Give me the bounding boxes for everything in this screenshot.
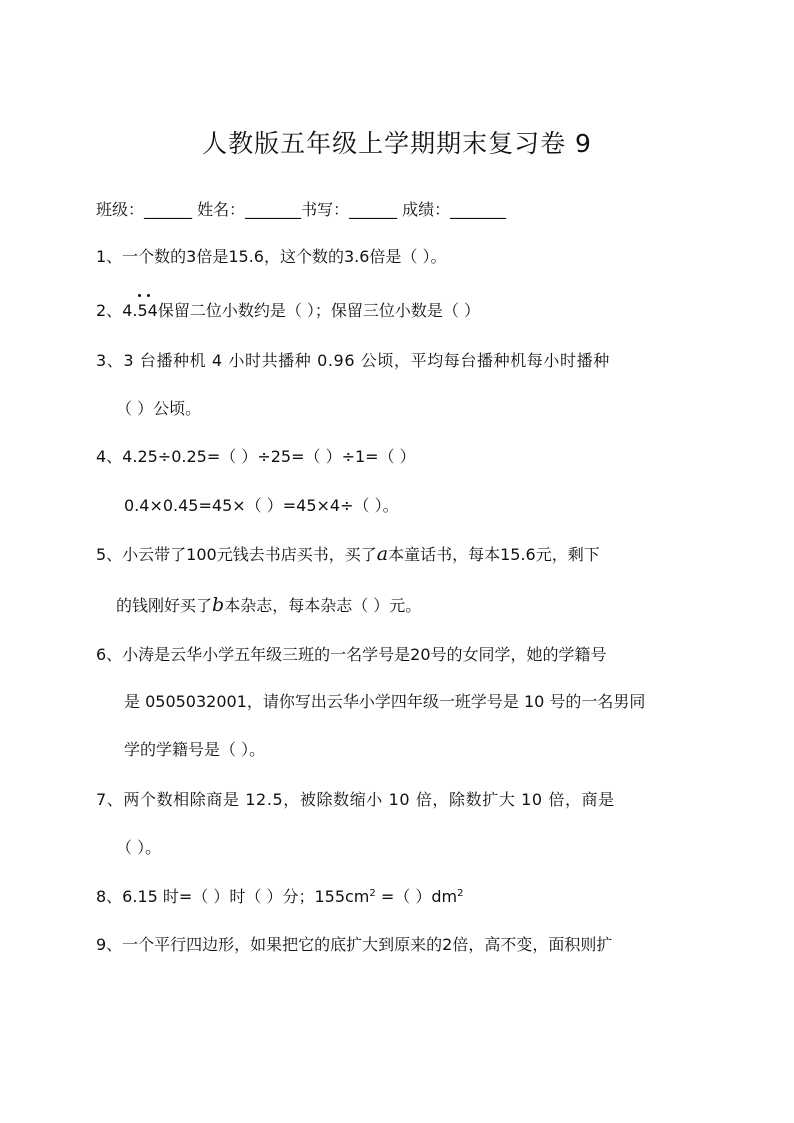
- question-4-line-2: 0.4×0.45=45×（ ）=45×4÷（ ）。: [124, 496, 399, 515]
- question-2: [96, 299, 480, 323]
- repeat-dot-icon: [138, 294, 141, 297]
- question-8: [96, 885, 463, 909]
- question-4-line-1: 4、4.25÷0.25=（ ）÷25=（ ）÷1=（ ）: [96, 447, 416, 466]
- repeating-decimal-digits: [137, 299, 157, 323]
- question-5-text-d: 本杂志，每本杂志（ ）元。: [224, 596, 422, 615]
- repeating-digits-text: 54: [137, 301, 158, 320]
- question-3-line-1: 3、3 台播种机 4 小时共播种 0.96 公顷，平均每台播种机每小时播种: [96, 351, 610, 370]
- question-7-line-1: 7、两个数相除商是 12.5，被除数缩小 10 倍，除数扩大 10 倍，商是: [96, 790, 615, 809]
- question-6-line-2: 是 0505032001，请你写出云华小学四年级一班学号是 10 号的一名男同: [124, 692, 646, 711]
- student-info-line: 班级：______ 姓名：_______书写：______ 成绩：_______: [96, 200, 507, 219]
- question-8-text-a: 8、6.15 时=（ ）时（ ）分；155cm: [96, 887, 370, 906]
- page-title: 人教版五年级上学期期末复习卷 9: [202, 129, 592, 158]
- repeat-dot-icon: [147, 294, 150, 297]
- question-1: 1、一个数的3倍是15.6，这个数的3.6倍是（ ）。: [96, 247, 447, 266]
- question-5-line-2: [116, 593, 421, 618]
- question-3-line-2: （ ）公顷。: [116, 399, 202, 418]
- question-2-text: 保留二位小数约是（ ）；保留三位小数是（ ）: [157, 301, 480, 320]
- variable-b: b: [212, 594, 225, 616]
- question-6-line-1: 6、小涛是云华小学五年级三班的一名学号是20号的女同学，她的学籍号: [96, 645, 607, 664]
- question-2-number: 2、: [96, 301, 123, 320]
- question-6-line-3: 学的学籍号是（ ）。: [124, 740, 266, 759]
- superscript-2: 2: [457, 888, 464, 899]
- question-9: 9、一个平行四边形，如果把它的底扩大到原来的2倍，高不变，面积则扩: [96, 935, 613, 954]
- question-7-line-2: （ ）。: [116, 838, 162, 857]
- question-5-line-1: [96, 542, 600, 567]
- superscript-2: 2: [369, 888, 376, 899]
- variable-a: a: [376, 543, 389, 565]
- question-5-text-c: 的钱刚好买了: [116, 596, 213, 615]
- question-5-text-a: 5、小云带了100元钱去书店买书，买了: [96, 545, 377, 564]
- repeating-decimal-integer: 4.: [122, 301, 138, 320]
- question-5-text-b: 本童话书，每本15.6元，剩下: [388, 545, 600, 564]
- question-8-text-b: =（ ）dm: [375, 887, 458, 906]
